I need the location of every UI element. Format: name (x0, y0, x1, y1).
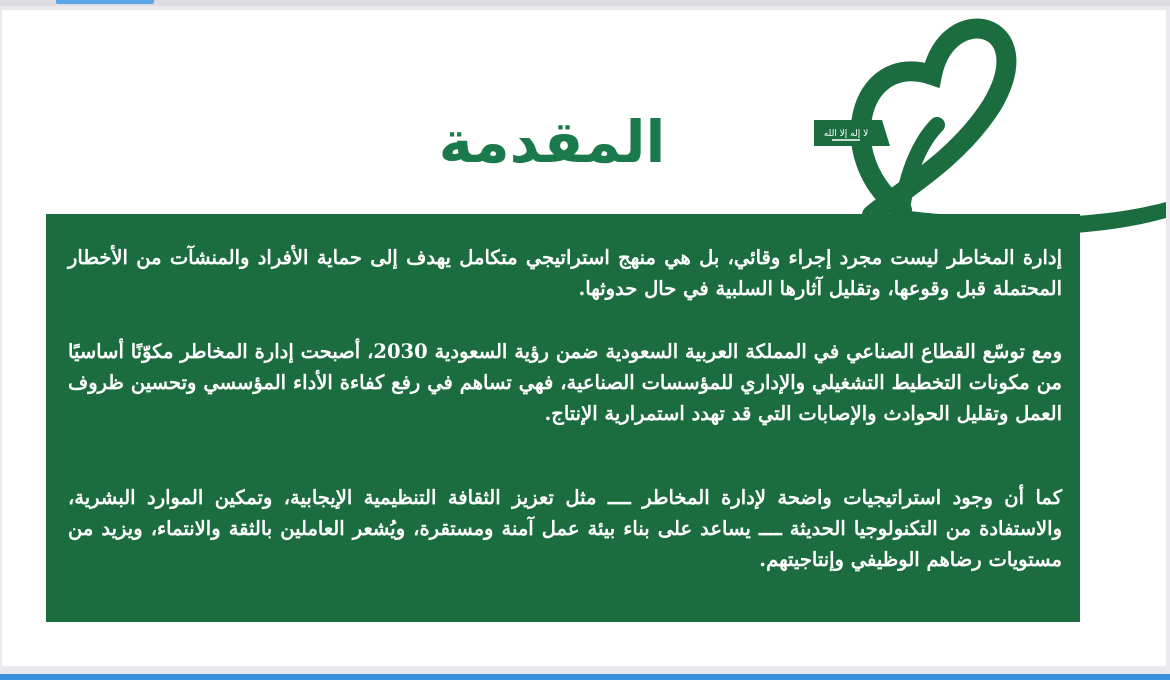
saudi-flag-icon (824, 129, 868, 140)
slide-title: المقدمة (438, 108, 666, 176)
active-tab-indicator[interactable] (56, 0, 154, 4)
paragraph-intro: إدارة المخاطر ليست مجرد إجراء وقائي، بل هي منهج استراتيجي متكامل يهدف إلى حماية الأفراد والمنشآت من الأخطار المحتملة قبل وقوعها، وتقليل آثارها السلبية في حال حدوثها. (68, 246, 1062, 300)
bottom-strip (0, 674, 1170, 680)
slide (2, 10, 1166, 666)
content-panel (46, 214, 1080, 622)
svg-text:لا إله إلا الله: لا إله إلا الله (823, 129, 869, 139)
paragraph-strategies: كما أن وجود استراتيجيات واضحة لإدارة المخاطر ــــ مثل تعزيز الثقافة التنظيمية الإيجابية، وتمكين الموارد البشرية، والاستفادة من التكنولوجيا الحديثة ــــ يساعد على بناء بيئة عمل آمنة ومستقرة، ويُشعر العاملين بالثقة والانتماء، ويزيد من مستويات رضاهم الوظيفي وإنتاجيتهم. (68, 486, 1062, 571)
top-strip (0, 0, 1170, 6)
paragraph-vision-2030: ومع توسّع القطاع الصناعي في المملكة العربية السعودية ضمن رؤية السعودية 2030، أصبحت إدارة المخاطر مكوّنًا أساسيًا من مكونات التخطيط التشغيلي والإداري للمؤسسات الصناعية، فهي تساهم في رفع كفاءة الأداء المؤسسي وتحسين ظروف العمل وتقليل الحوادث والإصابات التي قد تهدد استمرارية الإنتاج. (68, 340, 1062, 425)
